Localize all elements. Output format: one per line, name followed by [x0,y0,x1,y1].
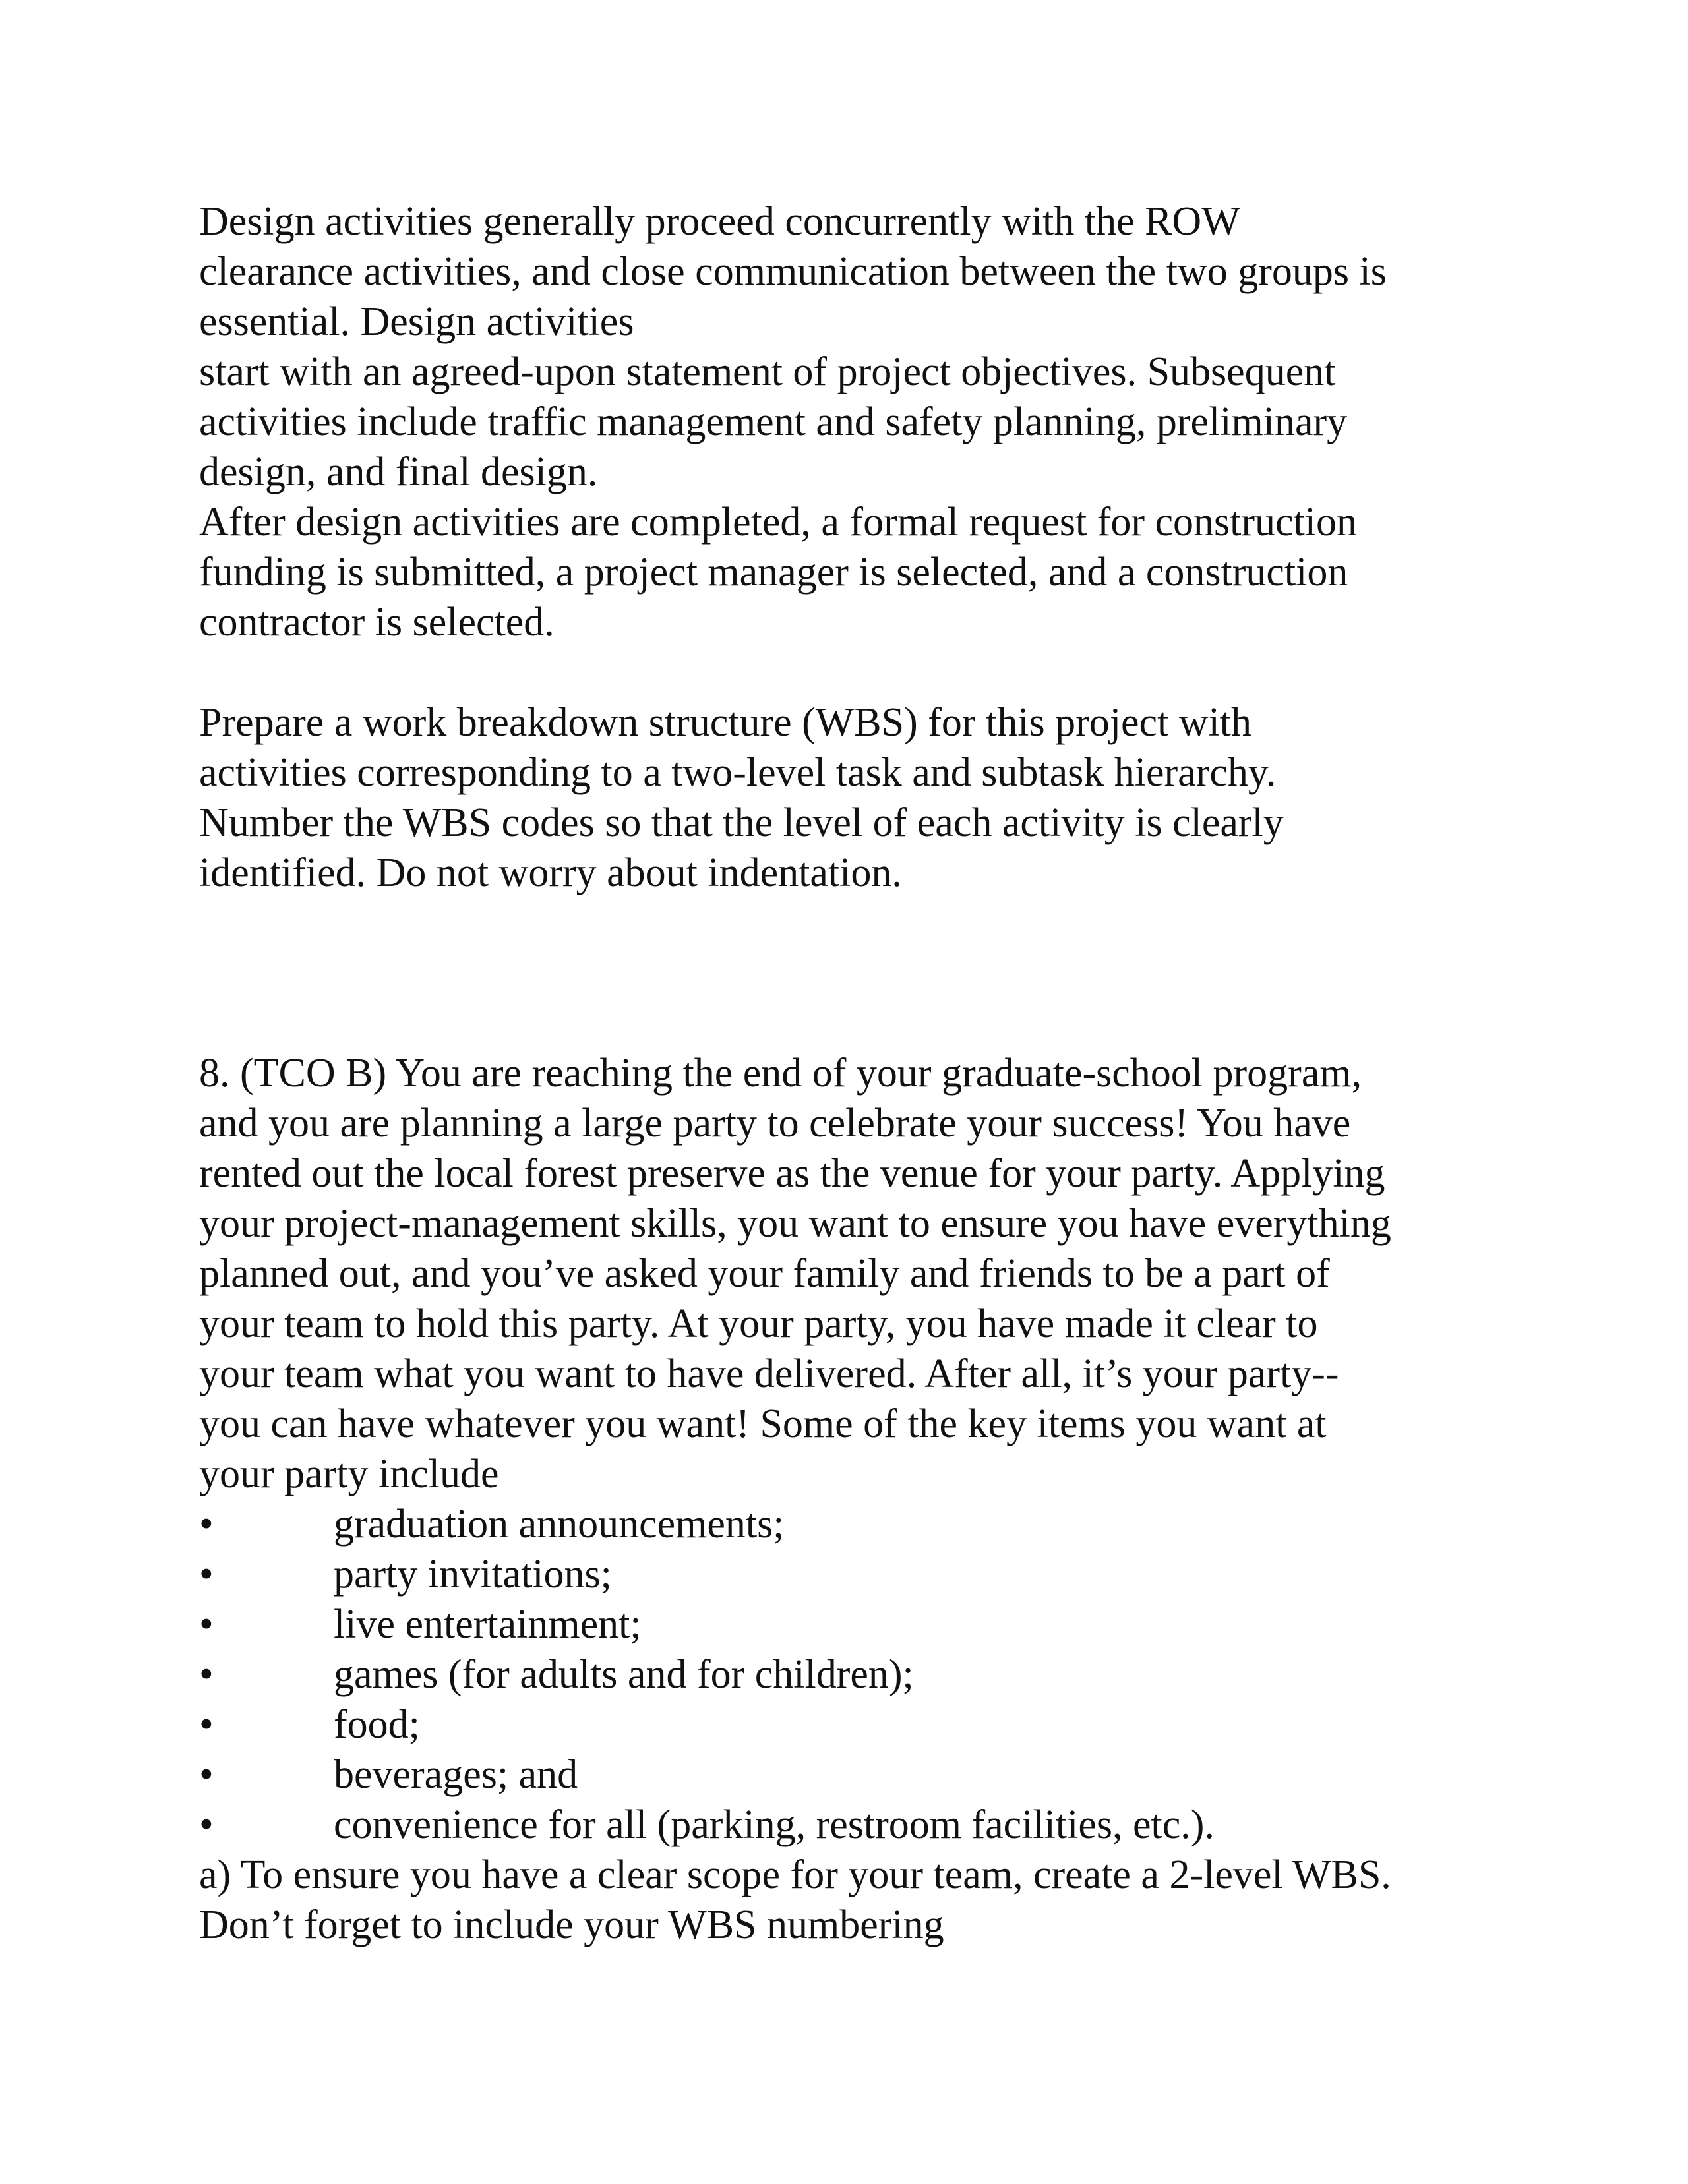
bullet-icon: • [199,1602,214,1647]
bullet-icon: • [199,1702,214,1747]
text-line: activities corresponding to a two-level task and subtask hierarchy. [199,750,1277,795]
list-item-text: graduation announcements; [334,1502,785,1547]
list-item-text: live entertainment; [334,1602,642,1647]
list-item [199,1549,1518,1599]
list-item [199,1599,1518,1649]
part-a [199,1850,1518,1950]
text-line: your project-management skills, you want to ensure you have everything [199,1201,1391,1246]
text-line: your party include [199,1452,499,1496]
text-line: activities include traffic management and safety planning, preliminary [199,399,1348,444]
text-line: design, and final design. [199,450,598,494]
text-line: your team to hold this party. At your party, you have made it clear to [199,1301,1318,1346]
bullet-list [199,1499,1518,1850]
text-line: your team what you want to have delivered. After all, it’s your party-- [199,1351,1339,1396]
text-line: a) To ensure you have a clear scope for your team, create a 2-level WBS. [199,1852,1391,1897]
text-line: start with an agreed-upon statement of project objectives. Subsequent [199,349,1336,394]
text-line: funding is submitted, a project manager is selected, and a construction [199,550,1348,595]
text-line: Number the WBS codes so that the level of each activity is clearly [199,800,1284,845]
list-item-text: games (for adults and for children); [334,1652,914,1697]
bullet-icon: • [199,1652,214,1697]
list-item [199,1750,1518,1800]
paragraph-spacer [199,647,1518,697]
text-line: After design activities are completed, a formal request for construction [199,500,1358,545]
question-8 [199,1048,1518,1499]
list-item [199,1800,1518,1850]
bullet-icon: • [199,1552,214,1597]
list-item-text: food; [334,1702,420,1747]
paragraph-design-activities [199,196,1518,647]
list-item-text: convenience for all (parking, restroom facilities, etc.). [334,1802,1215,1847]
section-spacer [199,898,1518,1048]
text-line: Design activities generally proceed concurrently with the ROW [199,199,1240,244]
text-line: Don’t forget to include your WBS numbering [199,1903,944,1947]
list-item [199,1499,1518,1549]
paragraph-prepare-wbs [199,697,1518,898]
document-page [199,196,1518,1950]
text-line: 8. (TCO B) You are reaching the end of your graduate-school program, [199,1051,1362,1096]
bullet-icon: • [199,1502,214,1547]
text-line: Prepare a work breakdown structure (WBS) for this project with [199,700,1252,745]
text-line: planned out, and you’ve asked your family and friends to be a part of [199,1251,1330,1296]
list-item-text: beverages; and [334,1752,578,1797]
text-line: essential. Design activities [199,299,634,344]
list-item [199,1699,1518,1750]
text-line: and you are planning a large party to celebrate your success! You have [199,1101,1351,1146]
bullet-icon: • [199,1802,214,1847]
text-line: you can have whatever you want! Some of the key items you want at [199,1402,1327,1446]
list-item [199,1649,1518,1699]
text-line: clearance activities, and close communication between the two groups is [199,249,1387,294]
text-line: identified. Do not worry about indentation. [199,850,902,895]
text-line: rented out the local forest preserve as the venue for your party. Applying [199,1151,1385,1196]
bullet-icon: • [199,1752,214,1797]
text-line: contractor is selected. [199,600,555,645]
list-item-text: party invitations; [334,1552,612,1597]
